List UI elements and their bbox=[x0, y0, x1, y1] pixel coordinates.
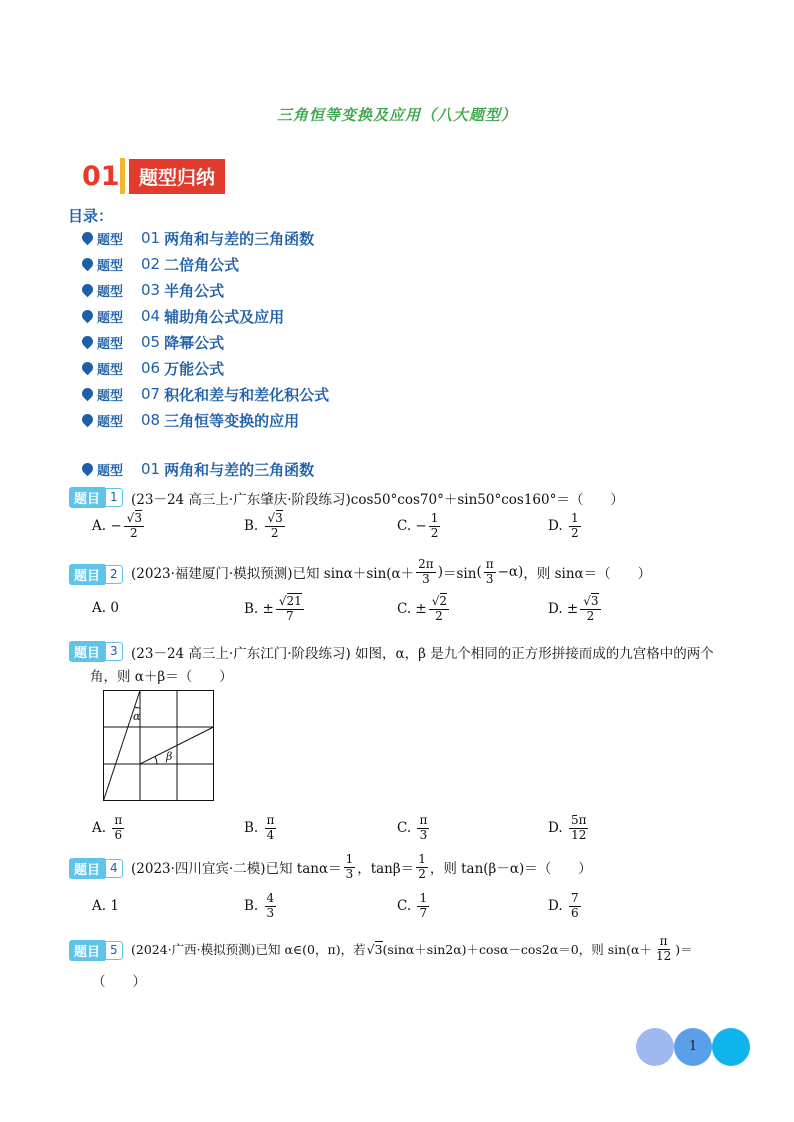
question-text: ＝ bbox=[680, 942, 693, 958]
question-source: (23－24 高三上·广东江门·阶段练习) bbox=[131, 646, 351, 662]
pin-icon bbox=[80, 359, 96, 375]
toc-num: 01 bbox=[141, 229, 161, 247]
toc-num: 04 bbox=[141, 307, 161, 325]
toc-num: 07 bbox=[141, 385, 161, 403]
toc-tag: 题型 bbox=[97, 284, 124, 300]
toc-text: 万能公式 bbox=[164, 359, 225, 378]
option-c[interactable]: C. $\frac{\pi}{3}$ bbox=[397, 813, 428, 842]
toc-text: 二倍角公式 bbox=[164, 255, 240, 274]
toc-tag: 题型 bbox=[97, 336, 124, 352]
toc-text: 半角公式 bbox=[164, 281, 225, 300]
option-b[interactable]: B. $\frac{4}{3}$ bbox=[244, 891, 275, 920]
page-circle-next bbox=[712, 1028, 750, 1066]
option-c[interactable]: C. ± √ $\frac{2}{2}$ bbox=[397, 595, 451, 624]
section-number: 01 bbox=[82, 160, 120, 192]
toc-item[interactable] bbox=[82, 305, 284, 327]
question-label: 题目 bbox=[69, 858, 105, 879]
toc-num: 02 bbox=[141, 255, 161, 273]
pin-icon bbox=[80, 307, 96, 323]
toc-num: 03 bbox=[141, 281, 161, 299]
option-letter: D. bbox=[548, 518, 563, 535]
section-bar bbox=[120, 158, 125, 194]
option-a[interactable]: A. 0 bbox=[92, 600, 119, 616]
question-source: (2024·广西·模拟预测) bbox=[131, 942, 256, 958]
toc-tag: 题型 bbox=[97, 258, 124, 274]
pin-icon bbox=[80, 229, 96, 245]
toc-text: 辅助角公式及应用 bbox=[164, 307, 285, 326]
topic-num: 01 bbox=[141, 460, 161, 478]
option-letter: B. bbox=[244, 820, 259, 837]
toc-tag: 题型 bbox=[97, 362, 124, 378]
toc-tag: 题型 bbox=[97, 388, 124, 404]
nine-grid-figure bbox=[103, 690, 215, 802]
option-a[interactable]: A. − √ $\frac{3}{2}$ bbox=[92, 512, 146, 541]
question-number: 2 bbox=[105, 565, 123, 584]
pin-icon bbox=[80, 333, 96, 349]
question-text: ＝sin bbox=[442, 566, 477, 583]
toc-item[interactable] bbox=[82, 409, 299, 431]
toc-item[interactable] bbox=[82, 227, 314, 249]
question-number: 1 bbox=[105, 488, 123, 507]
question-badge bbox=[69, 564, 123, 584]
pin-icon bbox=[80, 281, 96, 297]
pin-icon bbox=[80, 255, 96, 271]
toc-text: 降幂公式 bbox=[164, 333, 225, 352]
topic-tag: 题型 bbox=[97, 463, 124, 479]
option-letter: A. bbox=[92, 600, 107, 616]
option-letter: C. bbox=[397, 820, 412, 837]
question-text: ，则 tan(β－α)＝（ ） bbox=[429, 861, 592, 878]
toc-label: 目录： bbox=[68, 207, 114, 225]
question-text: cos50°cos70°＋sin50°cos160°＝（ ） bbox=[350, 492, 624, 508]
toc-item[interactable] bbox=[82, 383, 329, 405]
question-source: (2023·四川宜宾·二模) bbox=[131, 861, 266, 878]
question-label: 题目 bbox=[69, 487, 105, 508]
pin-icon bbox=[80, 385, 96, 401]
toc-tag: 题型 bbox=[97, 310, 124, 326]
toc-item[interactable] bbox=[82, 279, 224, 301]
question-stem: (2023·福建厦门·模拟预测) 已知 sinα＋sin (α＋ $\frac{2\pi}{3}$ ) ＝sin ( $\frac{\pi}{3}$ −α) ，则 sinα＝（ ） bbox=[131, 557, 652, 586]
option-b[interactable]: B. ± √ $\frac{21}{7}$ bbox=[244, 595, 306, 624]
pin-icon bbox=[80, 411, 96, 427]
question-number: 5 bbox=[105, 941, 123, 960]
page-number: 1 bbox=[688, 1039, 698, 1054]
question-badge bbox=[69, 858, 123, 878]
question-source: (2023·福建厦门·模拟预测) bbox=[131, 566, 293, 583]
option-a[interactable]: A. 1 bbox=[92, 898, 119, 914]
pin-icon bbox=[80, 460, 96, 476]
toc-text: 三角恒等变换的应用 bbox=[164, 411, 300, 430]
question-text: 如图，α，β 是九个相同的正方形拼接而成的九宫格中的两个 bbox=[350, 646, 714, 662]
option-d[interactable]: D. $\frac{1}{2}$ bbox=[548, 511, 579, 540]
option-letter: D. bbox=[548, 601, 563, 618]
question-stem bbox=[131, 488, 624, 508]
option-letter: B. bbox=[244, 898, 259, 915]
question-label: 题目 bbox=[69, 940, 105, 961]
option-a[interactable]: A. $\frac{\pi}{6}$ bbox=[92, 813, 123, 842]
toc-tag: 题型 bbox=[97, 414, 124, 430]
question-stem bbox=[131, 642, 714, 662]
question-stem: (2023·四川宜宾·二模) 已知 tanα＝ $\frac{1}{3}$ ，tanβ＝ $\frac{1}{2}$ ，则 tan(β－α)＝（ ） bbox=[131, 852, 592, 881]
question-text: 已知 tanα＝ bbox=[265, 861, 342, 878]
question-number: 3 bbox=[105, 642, 123, 661]
toc-text: 积化和差与和差化积公式 bbox=[164, 385, 330, 404]
option-b[interactable]: B. √ $\frac{3}{2}$ bbox=[244, 512, 287, 541]
question-badge bbox=[69, 940, 123, 960]
option-c[interactable]: C. $\frac{1}{7}$ bbox=[397, 891, 428, 920]
question-label: 题目 bbox=[69, 641, 105, 662]
question-stem-line2: （ ） bbox=[92, 974, 146, 990]
option-letter: B. bbox=[244, 518, 259, 535]
page-circle-prev bbox=[636, 1028, 674, 1066]
option-letter: C. bbox=[397, 518, 412, 535]
section-header bbox=[82, 157, 225, 195]
option-d[interactable]: D. $\frac{5\pi}{12}$ bbox=[548, 813, 587, 842]
toc-item[interactable] bbox=[82, 357, 224, 379]
toc-num: 05 bbox=[141, 333, 161, 351]
topic-text: 两角和与差的三角函数 bbox=[164, 460, 315, 479]
svg-text:α: α bbox=[133, 710, 141, 723]
option-b[interactable]: B. $\frac{\pi}{4}$ bbox=[244, 813, 275, 842]
question-label: 题目 bbox=[69, 564, 105, 585]
toc-text: 两角和与差的三角函数 bbox=[164, 229, 315, 248]
option-letter: B. bbox=[244, 601, 259, 618]
option-letter: A. bbox=[92, 820, 107, 837]
option-letter: C. bbox=[397, 898, 412, 915]
topic-heading bbox=[82, 458, 314, 480]
option-letter: A. bbox=[92, 518, 107, 535]
option-letter: A. bbox=[92, 898, 107, 914]
question-text: 已知 sinα＋sin bbox=[292, 566, 387, 583]
toc-item[interactable] bbox=[82, 331, 224, 353]
svg-text:β: β bbox=[166, 750, 173, 763]
document-title: 三角恒等变换及应用（八大题型） bbox=[276, 106, 517, 124]
question-stem-line2: 角，则 α＋β＝（ ） bbox=[90, 669, 233, 685]
toc-num: 08 bbox=[141, 411, 161, 429]
option-letter: C. bbox=[397, 601, 412, 618]
question-number: 4 bbox=[105, 859, 123, 878]
question-stem: (2024·广西·模拟预测) 已知 α∈(0，π)，若 √ 3 (sinα＋sin2α)＋cosα－cos2α＝0，则 sin (α＋ $\frac{\pi}{12}$ ) ＝ bbox=[131, 935, 693, 964]
question-badge bbox=[69, 487, 123, 507]
option-d[interactable]: D. $\frac{7}{6}$ bbox=[548, 891, 579, 920]
question-text: (sinα＋sin2α)＋cosα－cos2α＝0，则 sin bbox=[382, 942, 627, 958]
question-text: 已知 α∈(0，π)，若 bbox=[255, 942, 366, 958]
toc-tag: 题型 bbox=[97, 232, 124, 248]
question-source: (23－24 高三上·广东肇庆·阶段练习) bbox=[131, 492, 351, 508]
question-text: ，则 sinα＝（ ） bbox=[523, 566, 652, 583]
section-label: 题型归纳 bbox=[129, 159, 225, 194]
option-letter: D. bbox=[548, 820, 563, 837]
option-c[interactable]: C. − $\frac{1}{2}$ bbox=[397, 511, 439, 540]
option-d[interactable]: D. ± √ $\frac{3}{2}$ bbox=[548, 595, 603, 624]
question-text: ，tanβ＝ bbox=[357, 861, 415, 878]
toc-num: 06 bbox=[141, 359, 161, 377]
toc-item[interactable] bbox=[82, 253, 239, 275]
option-letter: D. bbox=[548, 898, 563, 915]
question-badge bbox=[69, 641, 123, 661]
